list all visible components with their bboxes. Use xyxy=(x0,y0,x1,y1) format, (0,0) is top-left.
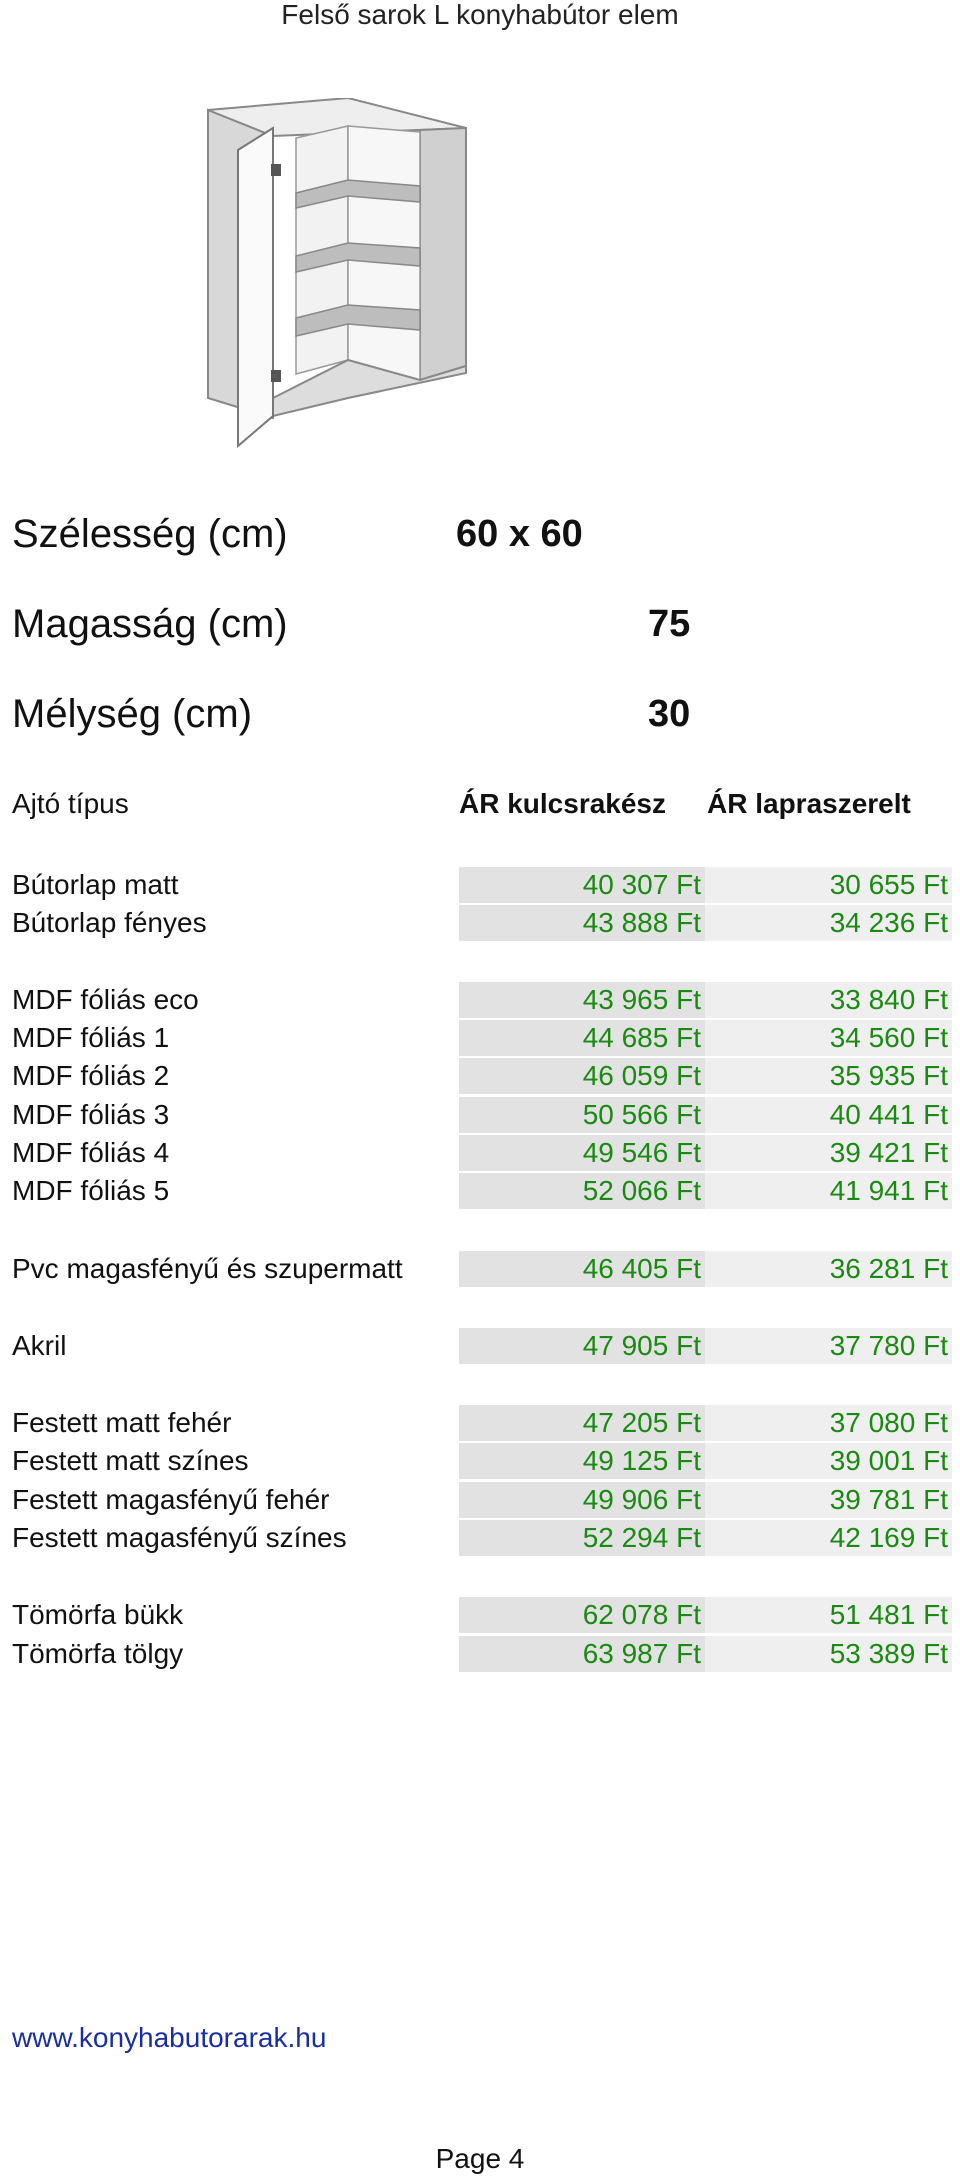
table-row xyxy=(0,1328,960,1364)
table-row xyxy=(0,1020,960,1056)
row-price-assembled: 63 987 Ft xyxy=(459,1636,705,1672)
row-price-assembled: 52 294 Ft xyxy=(459,1520,705,1556)
table-row xyxy=(0,1597,960,1633)
row-price-flatpack: 37 780 Ft xyxy=(705,1328,952,1364)
row-door-type: Bútorlap fényes xyxy=(12,907,207,938)
row-price-flatpack: 41 941 Ft xyxy=(705,1173,952,1209)
row-price-flatpack: 30 655 Ft xyxy=(705,867,952,903)
table-row xyxy=(0,982,960,1018)
row-door-type: MDF fóliás 3 xyxy=(12,1099,170,1130)
column-header-price-flatpack: ÁR lapraszerelt xyxy=(707,788,911,819)
height-label: Magasság (cm) xyxy=(12,602,288,646)
table-row xyxy=(0,1636,960,1672)
width-label: Szélesség (cm) xyxy=(12,512,288,556)
row-price-assembled: 46 405 Ft xyxy=(459,1251,705,1287)
row-price-flatpack: 36 281 Ft xyxy=(705,1251,952,1287)
row-price-flatpack: 33 840 Ft xyxy=(705,982,952,1018)
row-price-flatpack: 37 080 Ft xyxy=(705,1405,952,1441)
height-value: 75 xyxy=(648,603,691,645)
row-price-assembled: 46 059 Ft xyxy=(459,1058,705,1094)
row-door-type: Pvc magasfényű és szupermatt xyxy=(12,1253,403,1284)
column-header-price-assembled: ÁR kulcsrakész xyxy=(459,788,667,819)
table-row xyxy=(0,1443,960,1479)
website-link[interactable]: www.konyhabutorarak.hu xyxy=(12,2022,327,2053)
row-door-type: MDF fóliás 2 xyxy=(12,1060,170,1091)
row-door-type: Festett matt fehér xyxy=(12,1407,232,1438)
row-door-type: Bútorlap matt xyxy=(12,869,179,900)
table-row xyxy=(0,905,960,941)
table-row xyxy=(0,1251,960,1287)
table-row xyxy=(0,1058,960,1094)
row-price-assembled: 47 205 Ft xyxy=(459,1405,705,1441)
row-door-type: Akril xyxy=(12,1330,67,1361)
row-door-type: Festett matt színes xyxy=(12,1445,249,1476)
page-number: Page 4 xyxy=(435,2143,525,2174)
row-door-type: Tömörfa tölgy xyxy=(12,1638,184,1669)
row-price-flatpack: 39 781 Ft xyxy=(705,1482,952,1518)
row-price-assembled: 43 965 Ft xyxy=(459,982,705,1018)
row-price-flatpack: 34 560 Ft xyxy=(705,1020,952,1056)
row-price-flatpack: 42 169 Ft xyxy=(705,1520,952,1556)
depth-value: 30 xyxy=(648,693,691,735)
row-price-flatpack: 51 481 Ft xyxy=(705,1597,952,1633)
row-price-assembled: 44 685 Ft xyxy=(459,1020,705,1056)
row-price-flatpack: 34 236 Ft xyxy=(705,905,952,941)
row-door-type: MDF fóliás eco xyxy=(12,984,199,1015)
row-price-assembled: 47 905 Ft xyxy=(459,1328,705,1364)
row-price-assembled: 49 546 Ft xyxy=(459,1135,705,1171)
row-price-flatpack: 40 441 Ft xyxy=(705,1097,952,1133)
table-row xyxy=(0,1405,960,1441)
table-row xyxy=(0,1482,960,1518)
row-price-flatpack: 39 421 Ft xyxy=(705,1135,952,1171)
row-price-assembled: 49 125 Ft xyxy=(459,1443,705,1479)
table-row xyxy=(0,1097,960,1133)
row-price-flatpack: 39 001 Ft xyxy=(705,1443,952,1479)
row-price-assembled: 52 066 Ft xyxy=(459,1173,705,1209)
corner-wall-cabinet-icon xyxy=(198,98,480,448)
row-door-type: MDF fóliás 4 xyxy=(12,1137,170,1168)
table-row xyxy=(0,867,960,903)
row-price-flatpack: 53 389 Ft xyxy=(705,1636,952,1672)
table-row xyxy=(0,1135,960,1171)
width-value: 60 x 60 xyxy=(456,513,583,555)
row-door-type: Tömörfa bükk xyxy=(12,1599,184,1630)
table-row xyxy=(0,1173,960,1209)
row-price-assembled: 50 566 Ft xyxy=(459,1097,705,1133)
row-door-type: MDF fóliás 5 xyxy=(12,1175,170,1206)
row-door-type: Festett magasfényű fehér xyxy=(12,1484,330,1515)
row-door-type: Festett magasfényű színes xyxy=(12,1522,347,1553)
row-price-assembled: 43 888 Ft xyxy=(459,905,705,941)
depth-label: Mélység (cm) xyxy=(12,692,253,736)
column-header-door-type: Ajtó típus xyxy=(12,788,129,819)
row-door-type: MDF fóliás 1 xyxy=(12,1022,170,1053)
row-price-flatpack: 35 935 Ft xyxy=(705,1058,952,1094)
row-price-assembled: 40 307 Ft xyxy=(459,867,705,903)
row-price-assembled: 62 078 Ft xyxy=(459,1597,705,1633)
page-title: Felső sarok L konyhabútor elem xyxy=(281,0,679,30)
table-row xyxy=(0,1520,960,1556)
row-price-assembled: 49 906 Ft xyxy=(459,1482,705,1518)
